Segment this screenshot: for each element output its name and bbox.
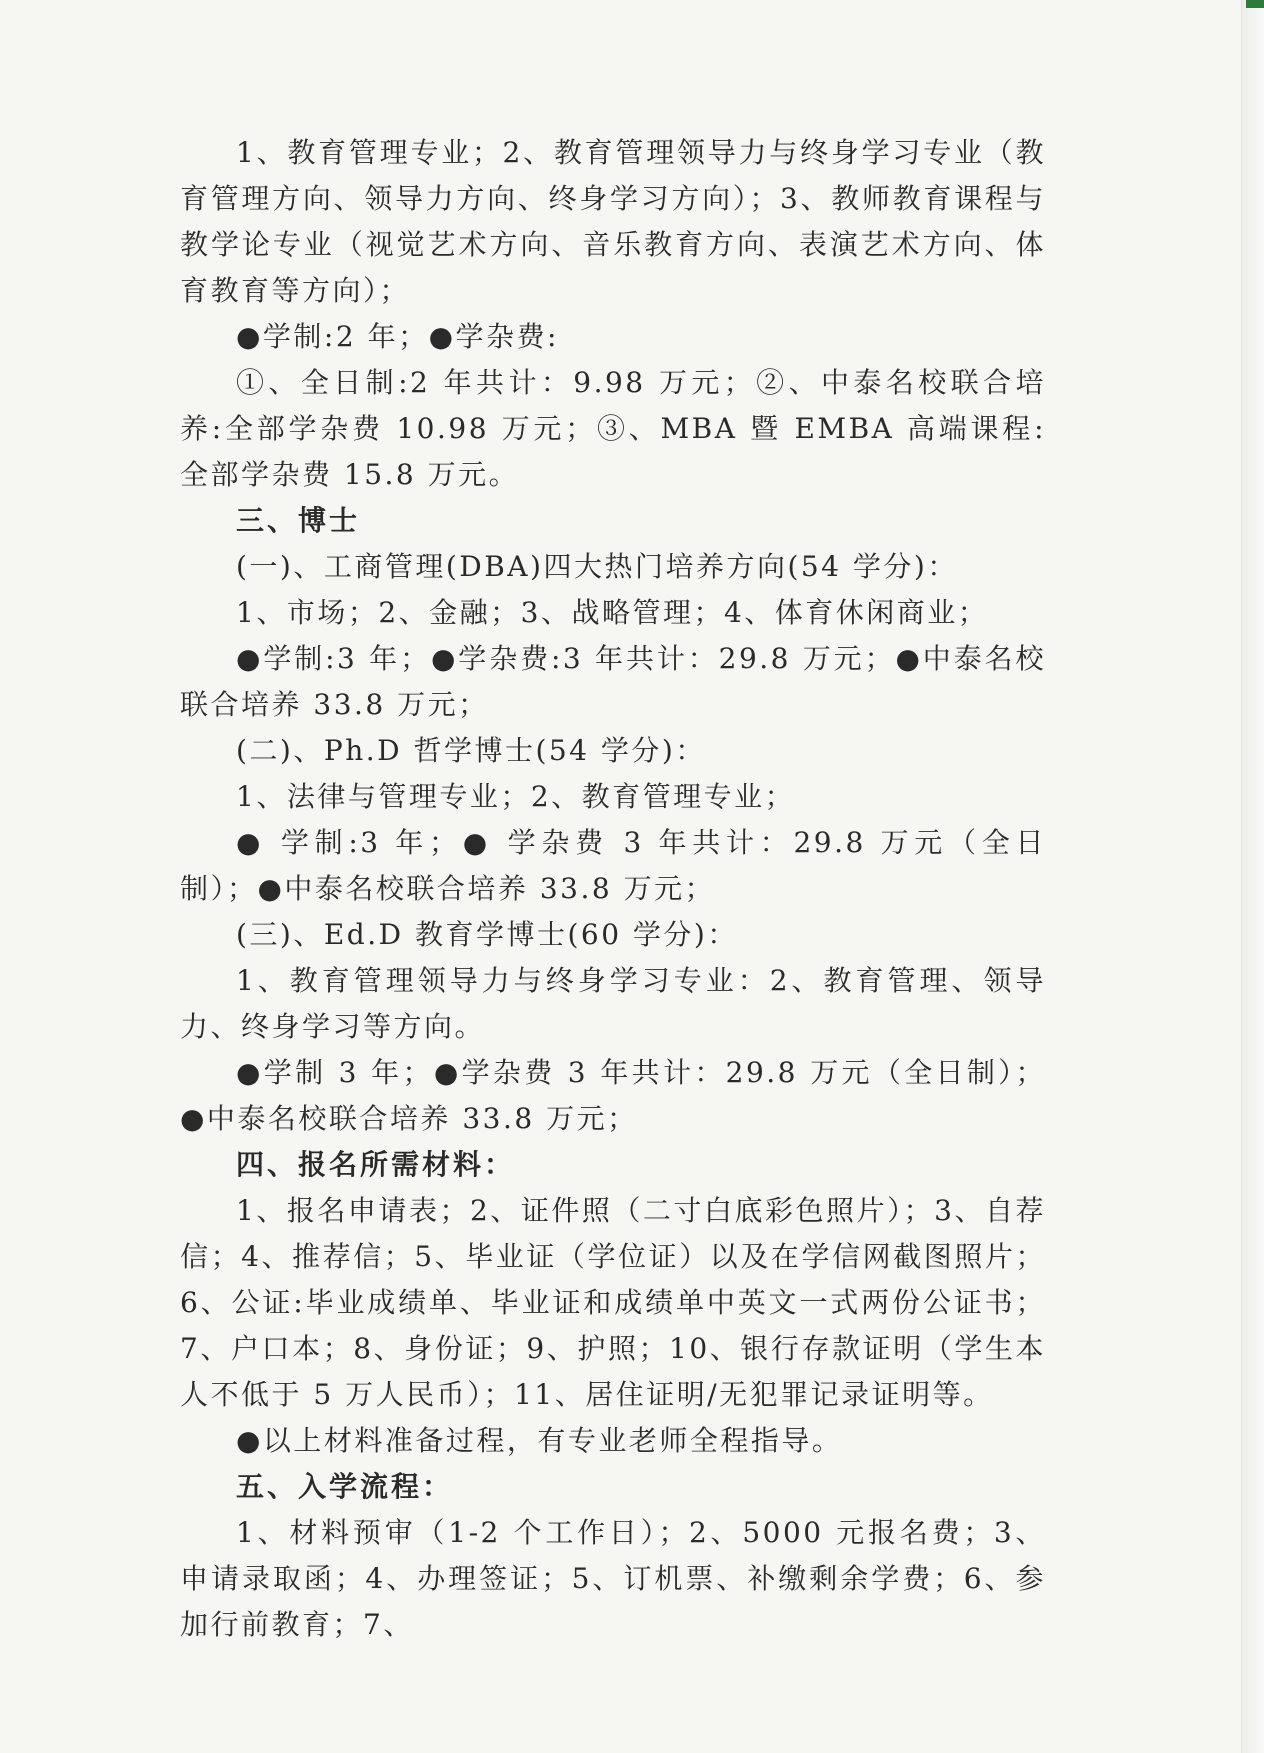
- section-heading-doctorate: 三、博士: [236, 504, 361, 537]
- edd-subheading: (三)、Ed.D 教育学博士(60 学分)：: [236, 918, 738, 951]
- materials-guidance-note: ●以上材料准备过程，有专业老师全程指导。: [236, 1424, 843, 1457]
- phd-subheading: (二)、Ph.D 哲学博士(54 学分)：: [236, 734, 706, 767]
- section-heading-admission: 五、入学流程：: [236, 1470, 454, 1503]
- dba-subheading: (一)、工商管理(DBA)四大热门培养方向(54 学分)：: [236, 550, 958, 583]
- materials-list: 1、报名申请表；2、证件照（二寸白底彩色照片）；3、自荐信；4、推荐信；5、毕业证（学位证）以及在学信网截图照片；6、公证:毕业成绩单、毕业证和成绩单中英文一式两份公证书；7、户口本；8、身份证；9、护照；10、银行存款证明（学生本人不低于 5 万人民币）；11、居住证明/无犯罪记录证明等。: [180, 1194, 1046, 1411]
- admission-steps: 1、材料预审（1-2 个工作日）；2、5000 元报名费；3、申请录取函；4、办理签证；5、订机票、补缴剩余学费；6、参加行前教育；7、: [180, 1516, 1046, 1641]
- master-duration-fees-line: ●学制:2 年；●学杂费:: [236, 320, 559, 353]
- edd-fees: ●学制 3 年；●学杂费 3 年共计：29.8 万元（全日制）；●中泰名校联合培养 33.8 万元；: [180, 1056, 1046, 1135]
- dba-fees: ●学制:3 年；●学杂费:3 年共计：29.8 万元；●中泰名校联合培养 33.8 万元；: [180, 642, 1046, 721]
- document-page: [180, 130, 1046, 1648]
- master-majors-paragraph: 1、教育管理专业；2、教育管理领导力与终身学习专业（教育管理方向、领导力方向、终身学习方向）；3、教师教育课程与教学论专业（视觉艺术方向、音乐教育方向、表演艺术方向、体育教育等方向）；: [180, 136, 1046, 307]
- master-fees-paragraph: ①、全日制:2 年共计：9.98 万元；②、中泰名校联合培养:全部学杂费 10.98 万元；③、MBA 暨 EMBA 高端课程:全部学杂费 15.8 万元。: [180, 366, 1046, 491]
- corner-mark: [1246, 0, 1264, 8]
- edd-majors: 1、教育管理领导力与终身学习专业：2、教育管理、领导力、终身学习等方向。: [180, 964, 1046, 1043]
- phd-majors: 1、法律与管理专业；2、教育管理专业；: [236, 780, 796, 813]
- section-heading-materials: 四、报名所需材料：: [236, 1148, 516, 1181]
- phd-fees: ● 学制:3 年；● 学杂费 3 年共计：29.8 万元（全日制）；●中泰名校联合培养 33.8 万元；: [180, 826, 1046, 905]
- scan-edge: [1241, 0, 1264, 1753]
- dba-directions: 1、市场；2、金融；3、战略管理；4、体育休闲商业；: [236, 596, 989, 629]
